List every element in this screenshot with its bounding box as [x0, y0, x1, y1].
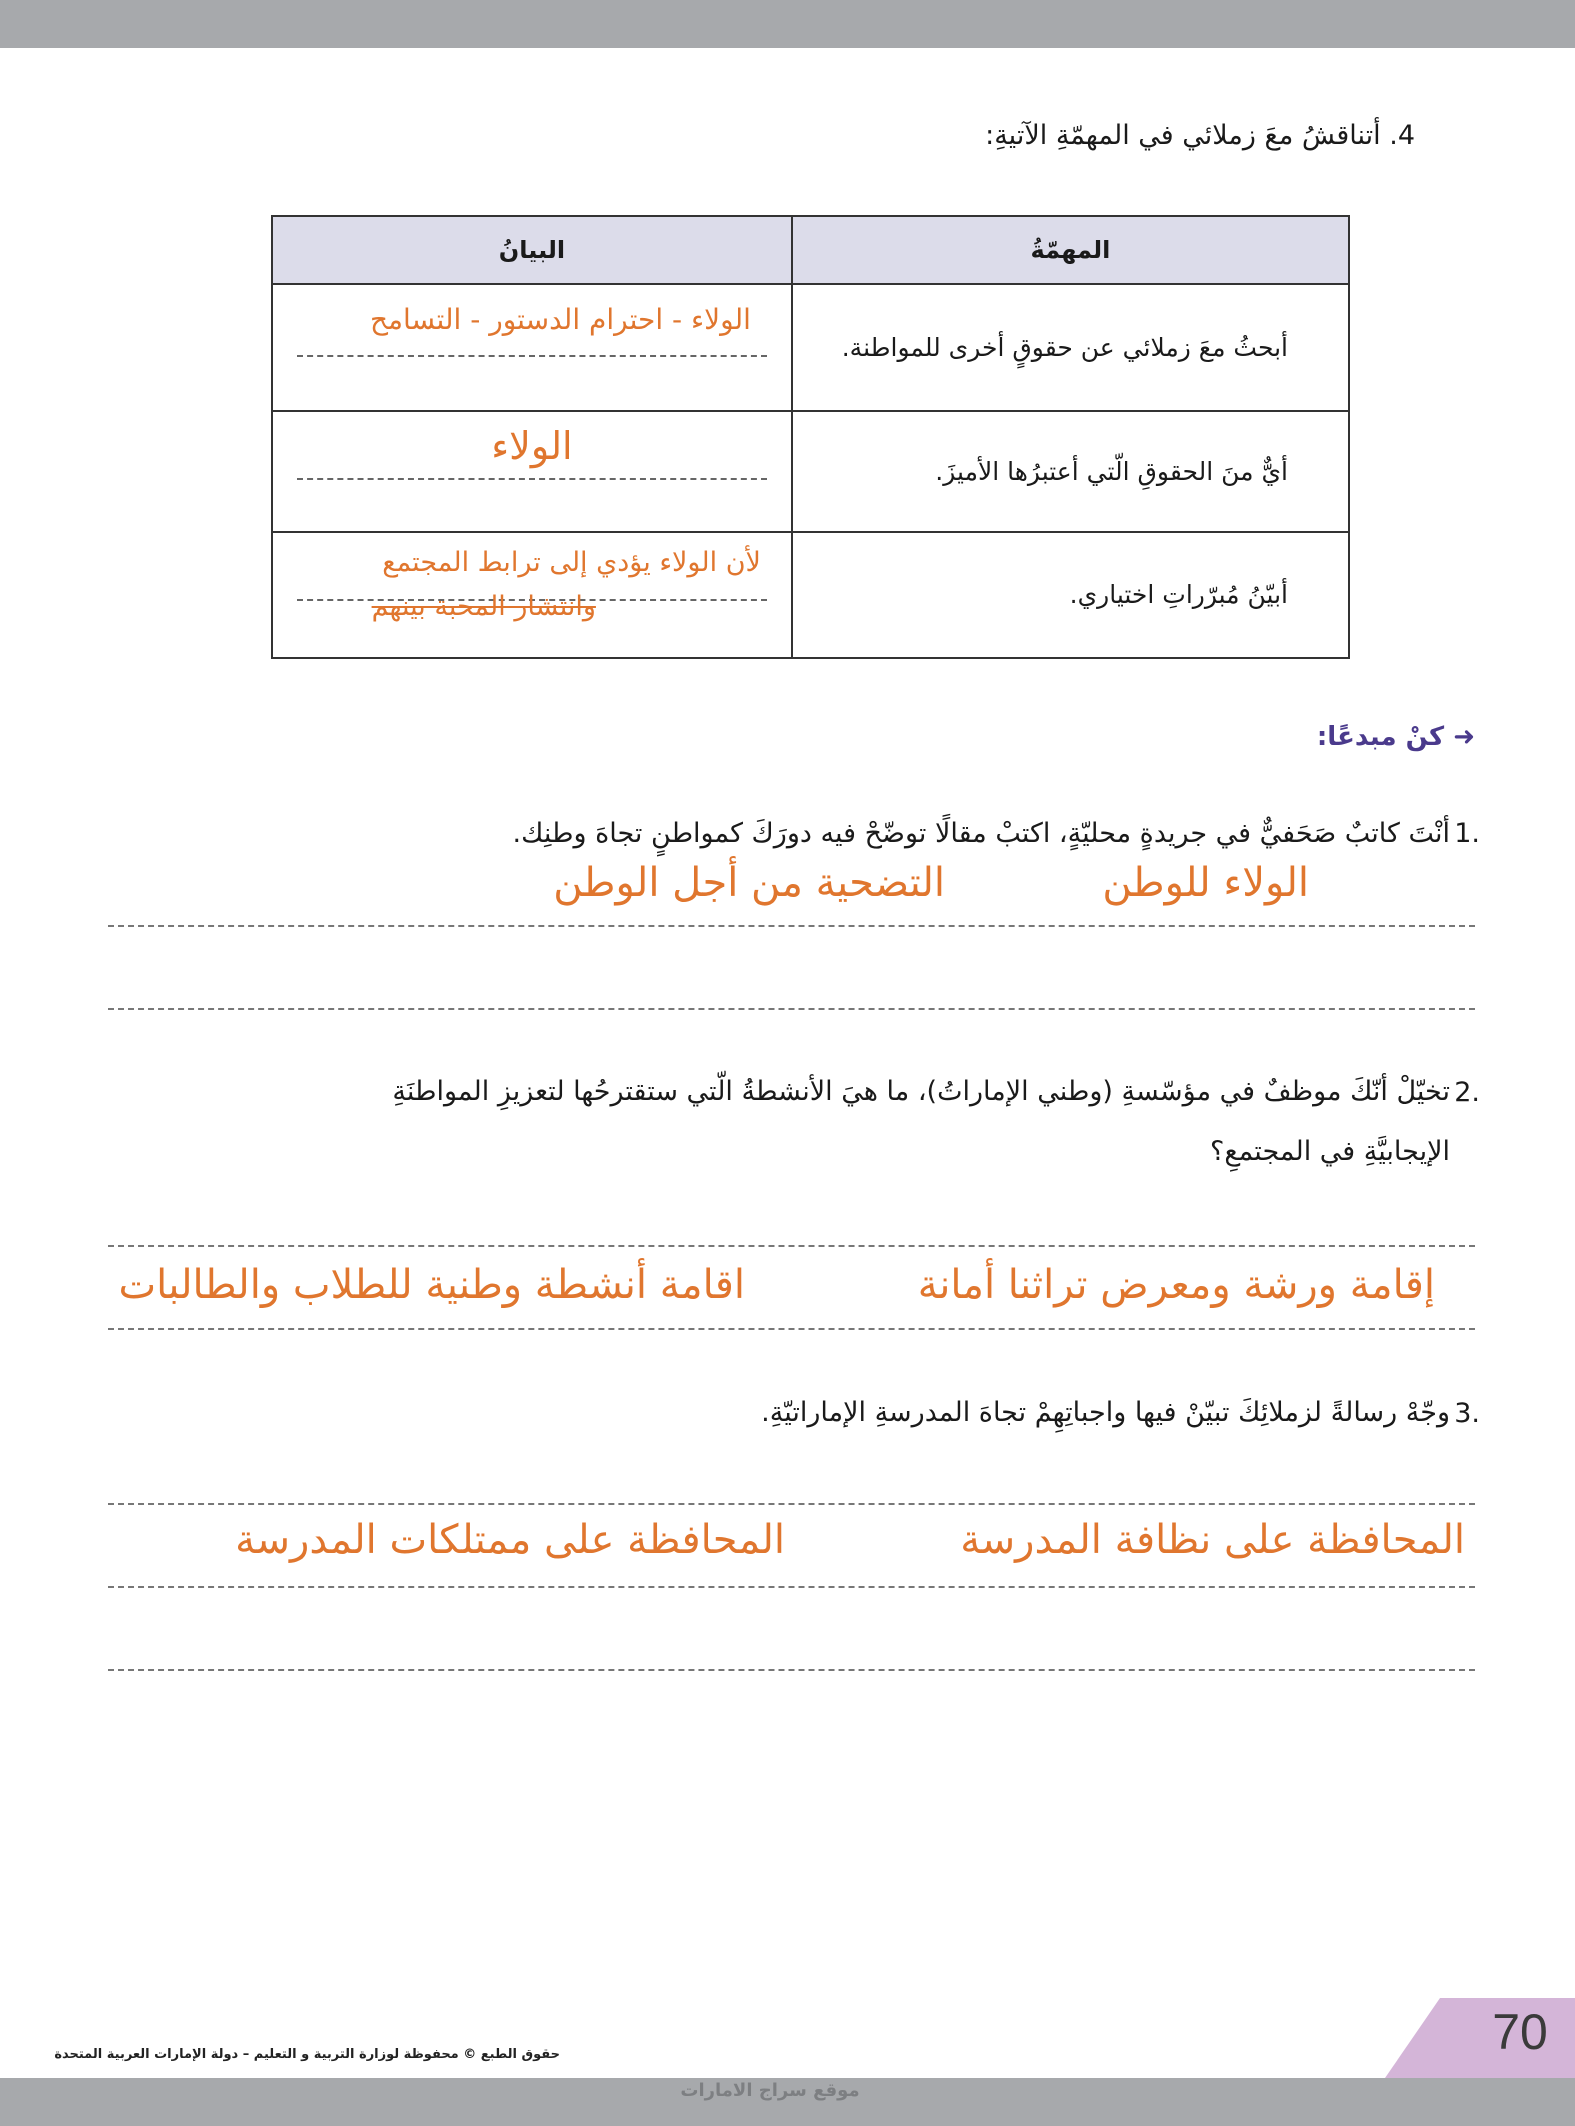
table-row [272, 284, 1349, 411]
answer-cell[interactable] [272, 411, 792, 532]
site-name: موقع سراج الامارات [680, 2080, 860, 2101]
task-cell: أبحثُ معَ زملائي عن حقوقٍ أخرى للمواطنة. [841, 332, 1288, 362]
top-bar [0, 0, 1575, 48]
copyright-text: حقوق الطبع © محفوظة لوزارة التربية و التعليم – دولة الإمارات العربية المتحدة [54, 2047, 560, 2062]
arrow-right-icon: ➜ [1453, 722, 1475, 752]
handwritten-answer: الولاء - احترام الدستور - التسامح [369, 303, 751, 336]
answer-cell[interactable] [272, 532, 792, 658]
q1-answer-a: الولاء للوطن [1102, 860, 1309, 906]
task-table [271, 215, 1350, 659]
q3-answer-b: المحافظة على ممتلكات المدرسة [235, 1517, 785, 1563]
question-4-number: 4. [1389, 120, 1415, 151]
handwritten-answer: الولاء [491, 424, 573, 468]
answer-line[interactable] [108, 1245, 1475, 1247]
handwritten-answer-line2: وانتشار المحبة بينهم [371, 591, 596, 622]
question-1-number: 1. [1454, 818, 1480, 849]
question-2-text-line2: الإيجابيَّةِ في المجتمعِ؟ [1209, 1136, 1450, 1167]
task-cell: أيٌّ منَ الحقوقِ الّتي أعتبرُها الأميزَ. [935, 456, 1288, 486]
table-row [272, 532, 1349, 658]
q1-answer-b: التضحية من أجل الوطن [553, 860, 945, 906]
question-3-number: 3. [1454, 1398, 1480, 1429]
answer-line[interactable] [108, 1669, 1475, 1671]
answer-line[interactable] [108, 1586, 1475, 1588]
answer-line[interactable] [108, 1008, 1475, 1010]
handwritten-answer-line1: لأن الولاء يؤدي إلى ترابط المجتمع [382, 547, 761, 578]
dashed-line [297, 478, 767, 480]
table-row [272, 411, 1349, 532]
answer-cell[interactable] [272, 284, 792, 411]
be-creative-title: كنْ مبدعًا: [1316, 722, 1445, 752]
question-1-text: أنْتَ كاتبٌ صَحَفيٌّ في جريدةٍ محليّةٍ، اكتبْ مقالًا توضّحْ فيه دورَكَ كمواطنٍ تجاهَ وطنِك. [512, 818, 1450, 849]
column-header-task: المهمّةُ [792, 216, 1349, 284]
q2-answer-a: إقامة ورشة ومعرض تراثنا أمانة [917, 1262, 1435, 1308]
question-2-text-line1: تخيّلْ أنّكَ موظفٌ في مؤسّسةِ (وطني الإماراتُ)، ما هيَ الأنشطةُ الّتي ستقترحُها لتعزيزِ المواطنَةِ [392, 1076, 1450, 1107]
column-header-info: البيانُ [272, 216, 792, 284]
question-3-text: وجّهْ رسالةً لزملائِكَ تبيّنْ فيها واجباتِهِمْ تجاهَ المدرسةِ الإماراتيّةِ. [761, 1397, 1450, 1428]
answer-line[interactable] [108, 1328, 1475, 1330]
q2-answer-b: اقامة أنشطة وطنية للطلاب والطالبات [118, 1262, 745, 1308]
question-2-number: 2. [1454, 1077, 1480, 1108]
table-header-row [272, 216, 1349, 284]
dashed-line [297, 355, 767, 357]
page-number: 70 [1492, 2004, 1548, 2060]
q3-answer-a: المحافظة على نظافة المدرسة [960, 1517, 1465, 1563]
answer-line[interactable] [108, 1503, 1475, 1505]
be-creative-heading [1317, 722, 1475, 752]
answer-line[interactable] [108, 925, 1475, 927]
question-4-prompt [985, 120, 1415, 151]
task-cell: أبيّنُ مُبرّراتِ اختياري. [1069, 580, 1288, 610]
question-4-text: أتناقشُ معَ زملائي في المهمّةِ الآتيةِ: [985, 120, 1381, 151]
